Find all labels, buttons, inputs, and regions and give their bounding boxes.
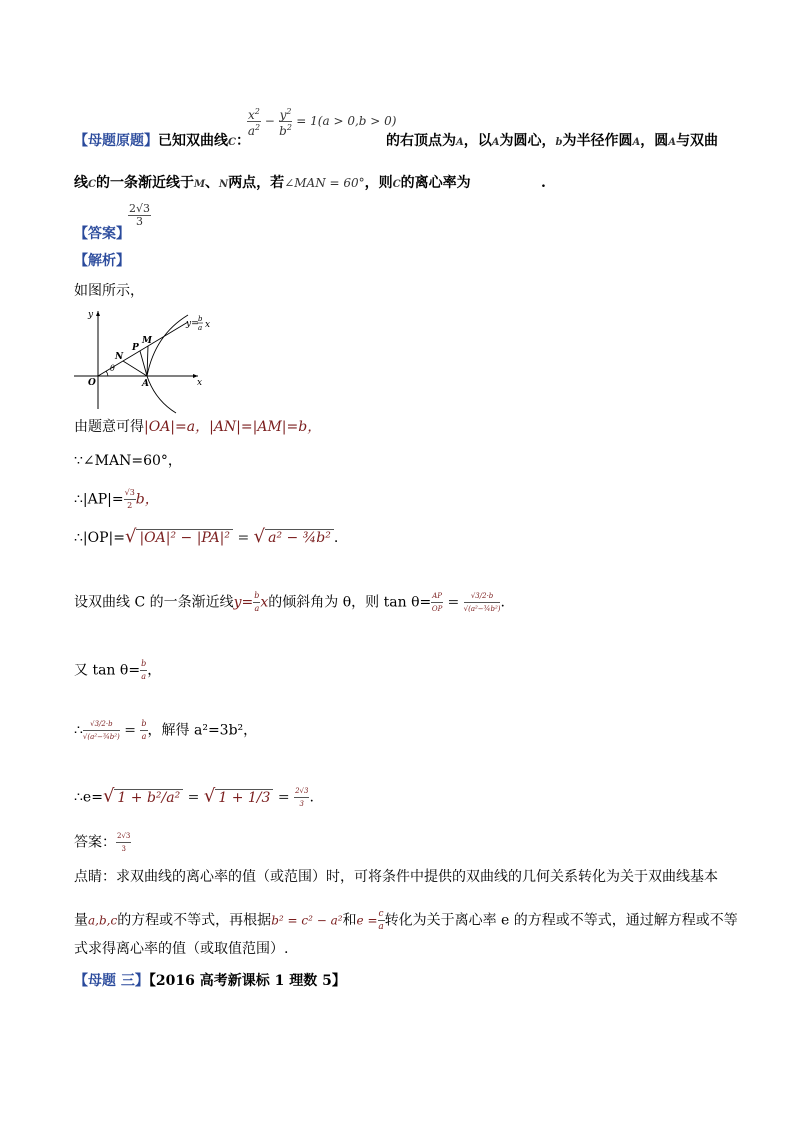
answer-label: 【答案】	[74, 226, 130, 242]
step7-a: a	[141, 732, 147, 741]
step-2: ∵∠MAN=60°，	[74, 453, 182, 469]
radical-sign-3: √	[102, 785, 115, 807]
answer-num: 2√3	[129, 202, 151, 215]
step3-frac	[124, 487, 136, 512]
var-c-2: C	[88, 179, 96, 190]
next-problem-header	[74, 972, 346, 990]
eq-b: b	[279, 124, 287, 138]
final-label: 答案：	[74, 834, 116, 851]
step-5	[74, 590, 505, 615]
radical-sign-4: √	[203, 785, 216, 807]
eq-a: a	[247, 124, 255, 138]
frac-x2-a2: $\frac{x^2}{a^2}$	[247, 107, 261, 138]
var-a-1: A	[456, 137, 464, 148]
problem-text-5: 为半径作圆	[562, 133, 633, 149]
frac-y2-b2: $\frac{y^2}{b^2}$	[279, 107, 292, 138]
hyperbola-equation	[247, 106, 396, 137]
colon: ：	[235, 133, 250, 149]
analysis-label: 【解析】	[74, 253, 130, 269]
line2-a: 线	[74, 175, 88, 191]
step8-den: 3	[299, 800, 304, 808]
step4-rad1: |OA|² − |PA|²	[136, 529, 233, 546]
tip-ca-frac	[378, 908, 385, 933]
next-source: 【2016 高考新课标 1 理数 5】	[148, 973, 346, 989]
angle-expr: ∠MAN = 60°	[284, 176, 365, 190]
step-7	[74, 718, 257, 743]
fig-a-label: A	[142, 379, 149, 389]
step-6	[74, 658, 161, 683]
step5-x: x	[260, 594, 269, 611]
var-a-3: A	[632, 137, 641, 148]
fig-o-label: O	[88, 378, 96, 388]
step8-pre: ∴e=	[74, 789, 103, 806]
tip-l2-d: 转化为关于离心率 e 的方程或不等式，通过解方程或不等	[384, 912, 738, 929]
step5-eq: =	[447, 594, 460, 611]
step4-eq: =	[237, 530, 250, 546]
problem-line-1	[74, 132, 250, 152]
fig-asym-label: y=	[186, 319, 199, 329]
problem-text-7: 与双曲	[676, 133, 719, 149]
step5-op: OP	[431, 605, 443, 613]
problem-text-4: 为圆心，	[499, 133, 556, 149]
hyperbola-figure	[70, 305, 230, 415]
answer-den: 3	[136, 215, 143, 228]
y-axis-arrow	[96, 311, 100, 316]
problem-tag: 【母题原题】	[74, 133, 158, 149]
step5-text2: 的倾斜角为 θ，则 tan θ=	[268, 594, 432, 611]
step5-text1: 设双曲线 C 的一条渐近线	[74, 594, 234, 611]
step3-pre: ∴|AP|=	[74, 491, 124, 508]
fig-asym-b: b	[198, 315, 203, 323]
eq-x: x	[248, 108, 255, 122]
final-answer	[74, 830, 131, 855]
step-4	[74, 528, 338, 547]
fig-x-label: x	[197, 378, 203, 388]
step7-b: b	[140, 718, 147, 731]
line2-e: 的离心率为	[400, 175, 471, 191]
step3-den: 2	[127, 501, 133, 510]
step-8	[74, 785, 314, 810]
tip-e-eq: e =	[356, 913, 378, 928]
fig-theta-label: θ	[110, 364, 115, 373]
step3-num: √3	[124, 487, 136, 500]
step6-a: a	[141, 672, 147, 681]
line2-c: 两点，若	[228, 175, 285, 191]
step5-ap: AP	[431, 590, 443, 603]
fig-asym-x: x	[205, 320, 211, 330]
fig-asym-a: a	[198, 324, 203, 332]
line2-b: 的一条渐近线于	[95, 175, 194, 191]
radical-sign-2: √	[253, 526, 266, 547]
tip-line-3: 式求得离心率的值（或取值范围）.	[74, 941, 289, 957]
tip-l2-a: 量	[74, 912, 88, 929]
tip-l2-b: 的方程或不等式，再根据	[117, 912, 272, 929]
tip-line-1: 点睛：求双曲线的离心率的值（或范围）时，可将条件中提供的双曲线的几何关系转化为关于双曲线基本	[74, 869, 718, 885]
step7-ba-frac	[140, 718, 147, 743]
step8-eq1: =	[187, 789, 200, 806]
step5-num: √3/2·b	[464, 590, 501, 603]
var-c-3: C	[392, 179, 401, 190]
eq-rhs: = 1(a > 0,b > 0)	[296, 114, 397, 128]
step-1	[74, 418, 321, 436]
final-num: 2√3	[116, 830, 131, 843]
step8-end: .	[309, 789, 314, 806]
tip-a-var: a	[378, 922, 384, 932]
sep: 、	[205, 175, 220, 191]
problem-text-1: 已知双曲线	[158, 133, 228, 149]
theta-arc	[106, 371, 108, 376]
eq-y: y	[279, 108, 287, 122]
tip-eq1: b² = c² − a²	[271, 913, 343, 928]
var-n: N	[219, 179, 229, 190]
step5-a: a	[254, 604, 260, 613]
step8-rad2: 1 + 1/3	[215, 789, 273, 806]
step7-text: ，解得 a²=3b²，	[147, 722, 258, 739]
step7-den: √(a²−¾b²)	[82, 733, 120, 741]
step7-big-frac	[83, 718, 120, 743]
step5-den: √(a²−¾b²)	[463, 605, 501, 613]
step8-rad1: 1 + b²/a²	[114, 789, 183, 806]
step4-end: .	[333, 530, 339, 546]
tip-line-2	[74, 908, 738, 933]
problem-text-3: ，以	[463, 133, 492, 149]
problem-text-2: 的右顶点为	[386, 133, 456, 149]
step5-ap-op	[431, 590, 443, 615]
step7-pre: ∴	[74, 722, 83, 739]
fig-n-label: N	[115, 352, 124, 362]
tip-c-var: c	[378, 909, 384, 919]
step5-big-frac	[464, 590, 501, 615]
var-m: M	[193, 179, 206, 190]
hyperbola-branch	[147, 315, 188, 413]
next-label: 【母题 三】	[74, 973, 149, 989]
var-b: b	[555, 137, 563, 148]
line2-d: ，则	[364, 175, 393, 191]
radical-sign-1: √	[124, 526, 137, 547]
tip-abc: a,b,c	[88, 913, 118, 928]
var-a-4: A	[668, 137, 677, 148]
step4-rad2: a² − ¾b²	[265, 529, 334, 546]
step8-eq2: =	[277, 789, 290, 806]
step8-num: 2√3	[294, 785, 309, 798]
final-den: 3	[121, 845, 126, 853]
step6-end: ，	[147, 662, 162, 679]
step-3	[74, 487, 159, 512]
var-c: C	[228, 137, 236, 148]
problem-line-1b	[386, 132, 718, 152]
step5-b: b	[253, 590, 260, 603]
fig-m-label: M	[142, 336, 152, 346]
fig-y-label: y	[88, 310, 94, 320]
minus: −	[264, 114, 275, 128]
step6-pre: 又 tan θ=	[74, 662, 141, 679]
step6-b: b	[140, 658, 147, 671]
final-frac	[116, 830, 131, 855]
step5-end: .	[500, 594, 505, 611]
problem-text-6: ，圆	[640, 133, 669, 149]
analysis-intro: 如图所示，	[74, 283, 144, 299]
answer-frac	[128, 203, 151, 228]
tip-l2-c: 和	[342, 912, 357, 929]
answer-fraction	[128, 203, 151, 228]
step1-text: 由题意可得	[74, 419, 144, 435]
var-a-2: A	[491, 137, 500, 148]
step7-num: √3/2·b	[83, 718, 120, 731]
problem-line-2	[74, 174, 471, 194]
step3-post: b，	[135, 491, 159, 508]
step1-math: |OA|=a，|AN|=|AM|=b，	[144, 419, 322, 435]
step4-pre: ∴|OP|=	[74, 530, 125, 546]
step7-eq: =	[124, 722, 136, 739]
blank-end: .	[541, 175, 546, 191]
step8-frac	[294, 785, 309, 810]
step5-asym: y=	[233, 594, 254, 611]
fig-p-label: P	[132, 343, 139, 353]
